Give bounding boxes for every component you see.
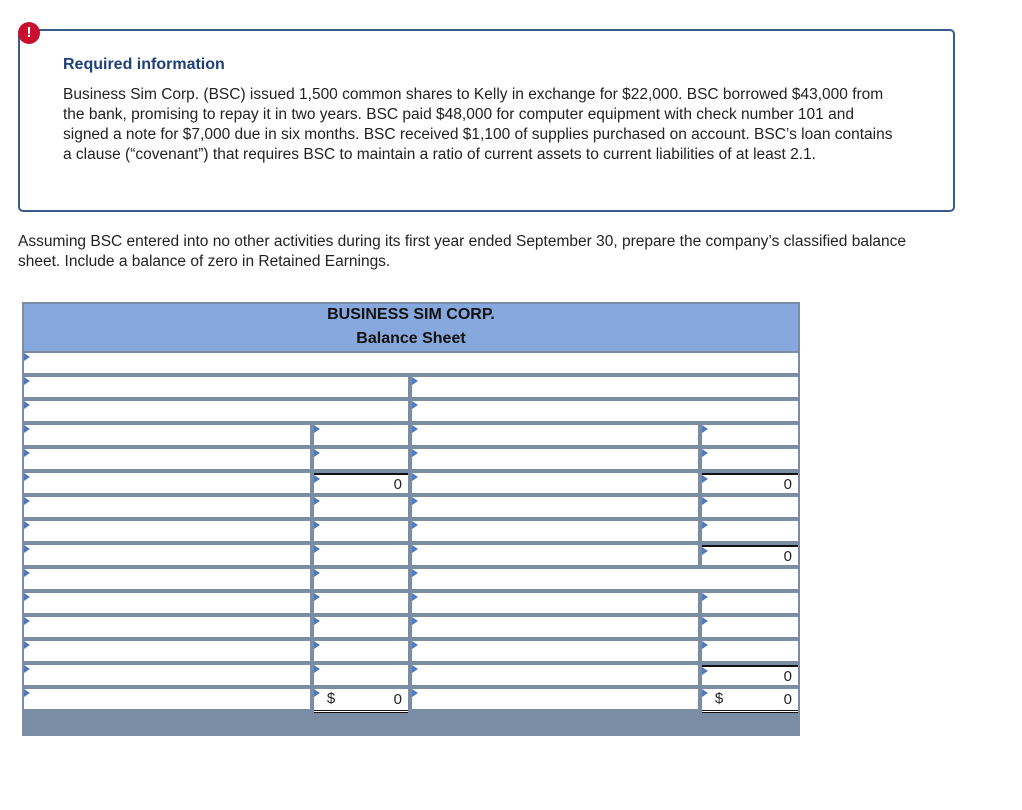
left-account-label[interactable] xyxy=(24,665,310,685)
left-amount-input[interactable] xyxy=(314,449,408,469)
date-input[interactable] xyxy=(24,353,798,373)
right-label-input[interactable] xyxy=(412,665,698,685)
left-label-input[interactable] xyxy=(24,401,408,421)
right-subtotal-value xyxy=(702,475,798,493)
left-amount-input[interactable] xyxy=(314,665,408,685)
right-total-label[interactable] xyxy=(412,689,698,709)
left-account-label[interactable] xyxy=(24,497,310,517)
left-label-input[interactable] xyxy=(24,545,310,565)
left-account-label[interactable] xyxy=(24,593,310,613)
right-account-label[interactable] xyxy=(412,641,698,661)
left-amount[interactable] xyxy=(314,425,408,445)
right-section-header[interactable] xyxy=(412,569,798,589)
left-amount[interactable] xyxy=(314,641,408,661)
left-label-input[interactable] xyxy=(24,497,310,517)
right-label-input[interactable] xyxy=(412,449,698,469)
left-subtotal-amount xyxy=(314,473,408,493)
left-amount-input[interactable] xyxy=(314,569,408,589)
left-label-input[interactable] xyxy=(24,449,310,469)
right-account-label[interactable] xyxy=(412,497,698,517)
left-label-input[interactable] xyxy=(24,425,310,445)
right-label-input[interactable] xyxy=(412,521,698,541)
left-label-input[interactable] xyxy=(24,569,310,589)
left-amount[interactable] xyxy=(314,497,408,517)
right-amount-input[interactable] xyxy=(702,521,798,541)
right-amount[interactable] xyxy=(702,497,798,517)
right-label-input[interactable] xyxy=(412,689,698,709)
left-amount-input[interactable] xyxy=(314,425,408,445)
left-amount[interactable] xyxy=(314,545,408,565)
left-subsection-header[interactable] xyxy=(24,401,408,421)
left-subtotal-value xyxy=(314,475,408,493)
left-account-label[interactable] xyxy=(24,617,310,637)
right-total-liabilities-label[interactable] xyxy=(412,545,698,565)
left-amount-input[interactable] xyxy=(314,497,408,517)
left-account-label[interactable] xyxy=(24,425,310,445)
right-amount-input[interactable] xyxy=(702,617,798,637)
right-amount[interactable] xyxy=(702,425,798,445)
left-amount[interactable] xyxy=(314,593,408,613)
right-label-input[interactable] xyxy=(412,497,698,517)
left-total-label[interactable] xyxy=(24,689,310,709)
info-text: Business Sim Corp. (BSC) issued 1,500 common shares to Kelly in exchange for $22,000. BSC borrowed $43,000 from the bank, promising to repay it in two years. BSC paid $48,000 for computer equipment with check number 101 and signed a note for $7,000 due in six months. BSC received $1,100 of supplies purchased on account. BSC’s loan contains a clause (“covenant”) that requires BSC to maintain a ratio of current assets to current liabilities of at least 2.1. xyxy=(63,86,893,163)
right-subsection-header[interactable] xyxy=(412,401,798,421)
required-information-panel xyxy=(18,29,955,212)
right-label-input[interactable] xyxy=(412,377,798,397)
company-name: BUSINESS SIM CORP. xyxy=(327,306,495,323)
right-amount-input[interactable] xyxy=(702,593,798,613)
left-account-label[interactable] xyxy=(24,641,310,661)
info-title: Required information xyxy=(63,56,225,73)
left-amount-input[interactable] xyxy=(314,521,408,541)
left-amount[interactable] xyxy=(314,569,408,589)
right-subtotal-amount xyxy=(702,473,798,493)
right-label-input[interactable] xyxy=(412,473,698,493)
balance-sheet-table xyxy=(22,302,800,736)
dollar-sign: $ xyxy=(326,690,336,707)
right-amount[interactable] xyxy=(702,449,798,469)
left-total-value xyxy=(314,689,408,710)
right-account-label[interactable] xyxy=(412,593,698,613)
right-amount[interactable] xyxy=(702,617,798,637)
right-subtotal-label[interactable] xyxy=(412,473,698,493)
left-label-input[interactable] xyxy=(24,617,310,637)
left-amount-input[interactable] xyxy=(314,593,408,613)
left-section-header[interactable] xyxy=(24,377,408,397)
right-account-label[interactable] xyxy=(412,521,698,541)
left-account-label[interactable] xyxy=(24,449,310,469)
left-amount[interactable] xyxy=(314,449,408,469)
left-label-input[interactable] xyxy=(24,521,310,541)
right-label-input[interactable] xyxy=(412,593,698,613)
right-total-equity-amount xyxy=(702,665,798,685)
right-total-equity-label[interactable] xyxy=(412,665,698,685)
left-account-label[interactable] xyxy=(24,521,310,541)
left-amount[interactable] xyxy=(314,521,408,541)
right-total-liabilities-value xyxy=(702,547,798,565)
left-amount-input[interactable] xyxy=(314,545,408,565)
left-label-input[interactable] xyxy=(24,473,310,493)
left-account-label[interactable] xyxy=(24,569,310,589)
sheet-header xyxy=(24,304,798,351)
right-total-liabilities-amount xyxy=(702,545,798,565)
left-amount[interactable] xyxy=(314,617,408,637)
right-section-header[interactable] xyxy=(412,377,798,397)
right-amount-input[interactable] xyxy=(702,449,798,469)
instructions-text: Assuming BSC entered into no other activities during its first year ended September 30, prepare the company’s classified balance sheet. Include a balance of zero in Retained Earnings. xyxy=(18,233,907,270)
right-account-label[interactable] xyxy=(412,617,698,637)
alert-icon: ! xyxy=(18,22,40,44)
statement-title: Balance Sheet xyxy=(356,330,466,347)
right-account-label[interactable] xyxy=(412,449,698,469)
left-amount-input[interactable] xyxy=(314,641,408,661)
right-label-input[interactable] xyxy=(412,617,698,637)
right-amount-input[interactable] xyxy=(702,497,798,517)
right-amount-input[interactable] xyxy=(702,641,798,661)
right-total-amount xyxy=(702,689,798,713)
right-label-input[interactable] xyxy=(412,545,698,565)
left-label-input[interactable] xyxy=(24,689,310,709)
left-label-input[interactable] xyxy=(24,593,310,613)
left-subtotal-label[interactable] xyxy=(24,473,310,493)
dollar-sign: $ xyxy=(714,690,724,707)
right-label-input[interactable] xyxy=(412,641,698,661)
left-amount[interactable] xyxy=(314,665,408,685)
left-total-amount xyxy=(314,689,408,713)
date-cell[interactable] xyxy=(24,353,798,373)
right-total-value xyxy=(702,689,798,710)
left-amount-input[interactable] xyxy=(314,617,408,637)
left-label-input[interactable] xyxy=(24,665,310,685)
right-amount-input[interactable] xyxy=(702,425,798,445)
left-label-input[interactable] xyxy=(24,377,408,397)
left-label-input[interactable] xyxy=(24,641,310,661)
right-label-input[interactable] xyxy=(412,401,798,421)
right-total-equity-value xyxy=(702,667,798,685)
right-amount[interactable] xyxy=(702,593,798,613)
right-label-input[interactable] xyxy=(412,425,698,445)
right-account-label[interactable] xyxy=(412,425,698,445)
right-amount[interactable] xyxy=(702,641,798,661)
left-account-label[interactable] xyxy=(24,545,310,565)
right-label-input[interactable] xyxy=(412,569,798,589)
right-amount[interactable] xyxy=(702,521,798,541)
